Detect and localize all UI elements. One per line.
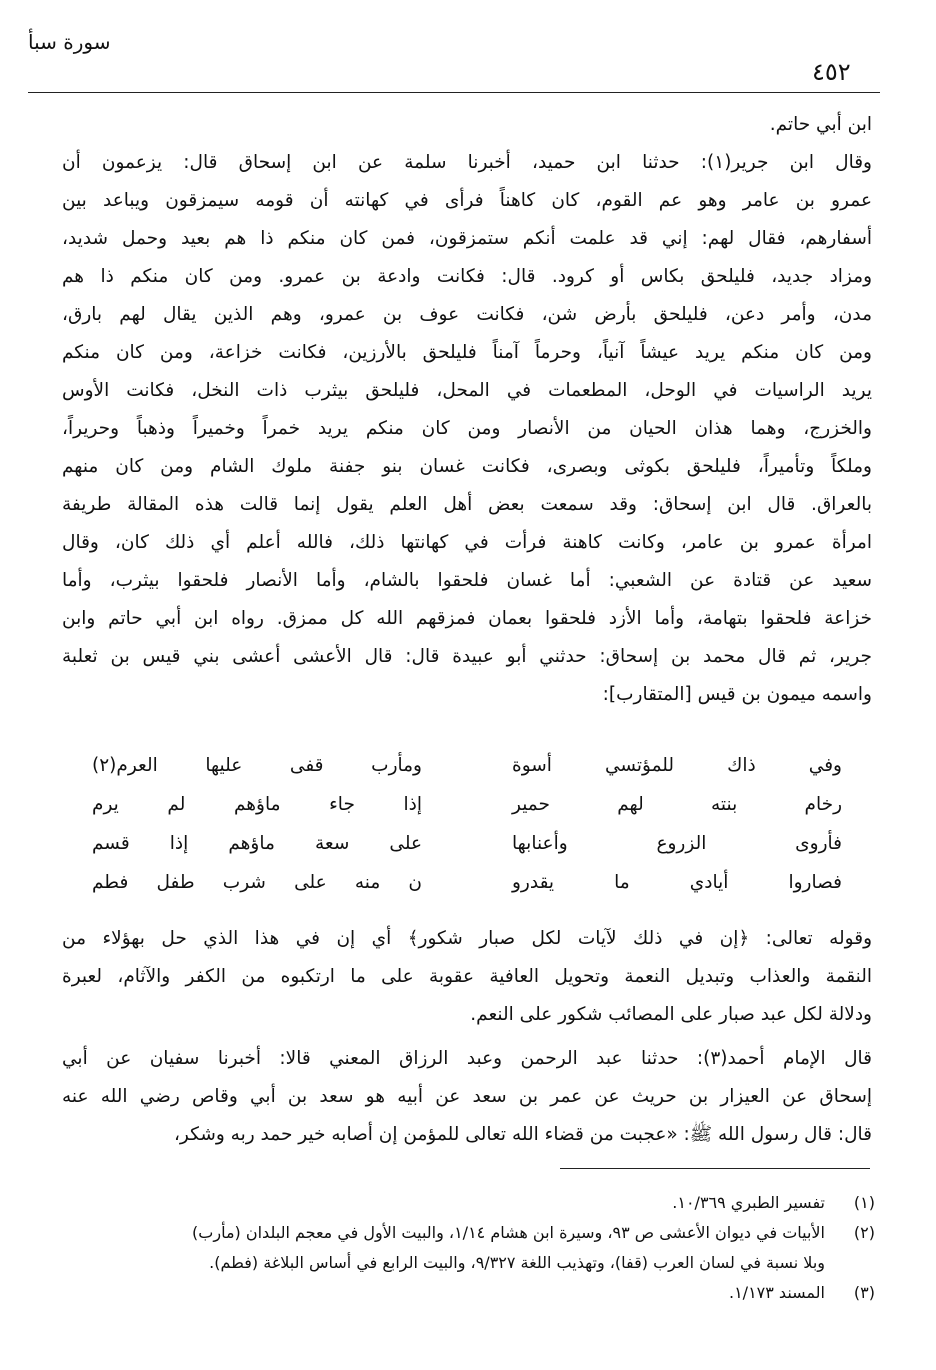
hemistich-second: على سعة ماؤهم إذا قسم [92, 833, 422, 854]
text-line: وقال ابن جرير(١): حدثنا ابن حميد، أخبرنا سلمة عن ابن إسحاق قال: يزعمون أن [62, 152, 872, 173]
text-line: ابن أبي حاتم. [769, 114, 872, 135]
text-line: عمرو بن عامر وهو عم القوم، كان كاهناً فرأى في كهانته أن قومه سيمزقون ويباعد بين [62, 190, 872, 211]
hadith-paragraph [62, 1040, 872, 1154]
main-text [62, 106, 872, 714]
header-rule [28, 92, 880, 93]
poem-verse [92, 746, 842, 785]
footnote-text: المسند ١/١٧٣. [728, 1283, 825, 1302]
text-line: جرير، ثم قال محمد بن إسحاق: حدثني أبو عبيدة قال: قال الأعشى أعشى بني قيس بن ثعلبة [62, 646, 872, 667]
footnote [60, 1278, 875, 1308]
footnote-number: (٣) [853, 1283, 875, 1302]
text-line: مدن، وأمر دعن، فليلحق بأرض شن، فكانت عوف بن عمرو، وهم الذين يقال لهم بارق، [62, 304, 872, 325]
text-line: ومن كان منكم يريد عيشاً آنياً، وحرماً آمناً فليلحق بالأرزين، فكانت خزاعة، ومن كان منكم [62, 342, 872, 363]
text-line: ومزاد جديد، فليلحق بكاس أو كرود. قال: فكانت وادعة بن عمرو. ومن كان منكم ذا هم [62, 266, 872, 287]
footnote [60, 1188, 875, 1218]
text-line: قال: قال رسول الله ﷺ: «عجبت من قضاء الله تعالى للمؤمن إن أصابه خير حمد ربه وشكر، [173, 1124, 872, 1145]
hemistich-first: وفي ذاك للمؤتسي أسوة [512, 755, 842, 776]
footnote [60, 1248, 875, 1278]
footnote [60, 1218, 875, 1248]
footnote-rule [560, 1168, 870, 1169]
hemistich-second: ن منه على شرب طفل فطم [92, 872, 422, 893]
tafsir-paragraph [62, 920, 872, 1034]
text-line: امرأة عمرو بن عامر، وكانت كاهنة فرأت في كهانتها ذلك، فالله أعلم أي ذلك كان، وقال [62, 532, 872, 553]
poem [92, 746, 842, 902]
hemistich-first: فأروى الزروع وأعنابها [512, 833, 842, 854]
text-line: قال الإمام أحمد(٣): حدثنا عبد الرحمن وعبد الرزاق المعني قالا: أخبرنا سفيان عن أبي [62, 1048, 872, 1069]
poem-verse [92, 863, 842, 902]
footnote-text: تفسير الطبري ١٠/٣٦٩. [672, 1193, 825, 1212]
text-line: والخزرج، وهما هذان الحيان من الأنصار ومن كان منكم يريد خمراً وخميراً وذهباً وحريراً، [62, 418, 872, 439]
text-line: بالعراق. قال ابن إسحاق: وقد سمعت بعض أهل العلم يقول إنما قالت هذه المقالة طريفة [62, 494, 872, 515]
text-line: سعيد عن قتادة عن الشعبي: أما غسان فلحقوا بالشام، وأما الأنصار فلحقوا بيثرب، وأما [62, 570, 872, 591]
text-line: إسحاق عن العيزار بن حريث عن عمر بن سعد عن أبيه هو سعد بن أبي وقاص رضي الله عنه [62, 1086, 872, 1107]
text-line: واسمه ميمون بن قيس [المتقارب]: [602, 684, 872, 705]
hemistich-second: إذا جاء ماؤهم لم يرم [92, 794, 422, 815]
page-number: ٤٥٢ [812, 58, 851, 86]
text-line: النقمة والعذاب وتبديل النعمة وتحويل العافية عقوبة على ما ارتكبوه من الكفر والآثام، لعبرة [62, 966, 872, 987]
text-line: خزاعة فلحقوا بتهامة، وأما الأزد فلحقوا بعمان فمزقهم الله كل ممزق. رواه ابن أبي حاتم وابن [62, 608, 872, 629]
hemistich-first: فصاروا أيادي ما يقدرو [512, 872, 842, 893]
text-line: أسفارهم، فقال لهم: إني قد علمت أنكم ستمزقون، فمن كان منكم ذا هم بعيد وحمل شديد، [62, 228, 872, 249]
poem-verse [92, 785, 842, 824]
footnotes [60, 1188, 875, 1308]
footnote-text: وبلا نسبة في لسان العرب (قفا)، وتهذيب اللغة ٩/٣٢٧، والبيت الرابع في أساس البلاغة (فطم). [209, 1253, 825, 1272]
text-line: يريد الراسيات في الوحل، المطعمات في المحل، فليلحق بيثرب ذات النخل، فكانت الأوس [62, 380, 872, 401]
hemistich-first: رخام بنته لهم حمير [512, 794, 842, 815]
text-line: وملكاً وتأميراً، فليلحق بكوثى وبصرى، فكانت غسان بنو جفنة ملوك الشام ومن كان منهم [62, 456, 872, 477]
poem-verse [92, 824, 842, 863]
text-line: وقوله تعالى: ﴿إن في ذلك لآيات لكل صبار شكور﴾ أي إن في هذا الذي حل بهؤلاء من [62, 928, 872, 949]
footnote-text: الأبيات في ديوان الأعشى ص ٩٣، وسيرة ابن هشام ١/١٤، والبيت الأول في معجم البلدان (مأرب) [192, 1223, 825, 1242]
surah-title: سورة سبأ [28, 30, 111, 54]
hemistich-second: ومأرب قفى عليها العرم(٢) [92, 755, 422, 776]
footnote-number: (١) [853, 1193, 875, 1212]
text-line: ودلالة لكل عبد صبار على المصائب شكور على النعم. [470, 1004, 872, 1025]
footnote-number: (٢) [853, 1223, 875, 1242]
